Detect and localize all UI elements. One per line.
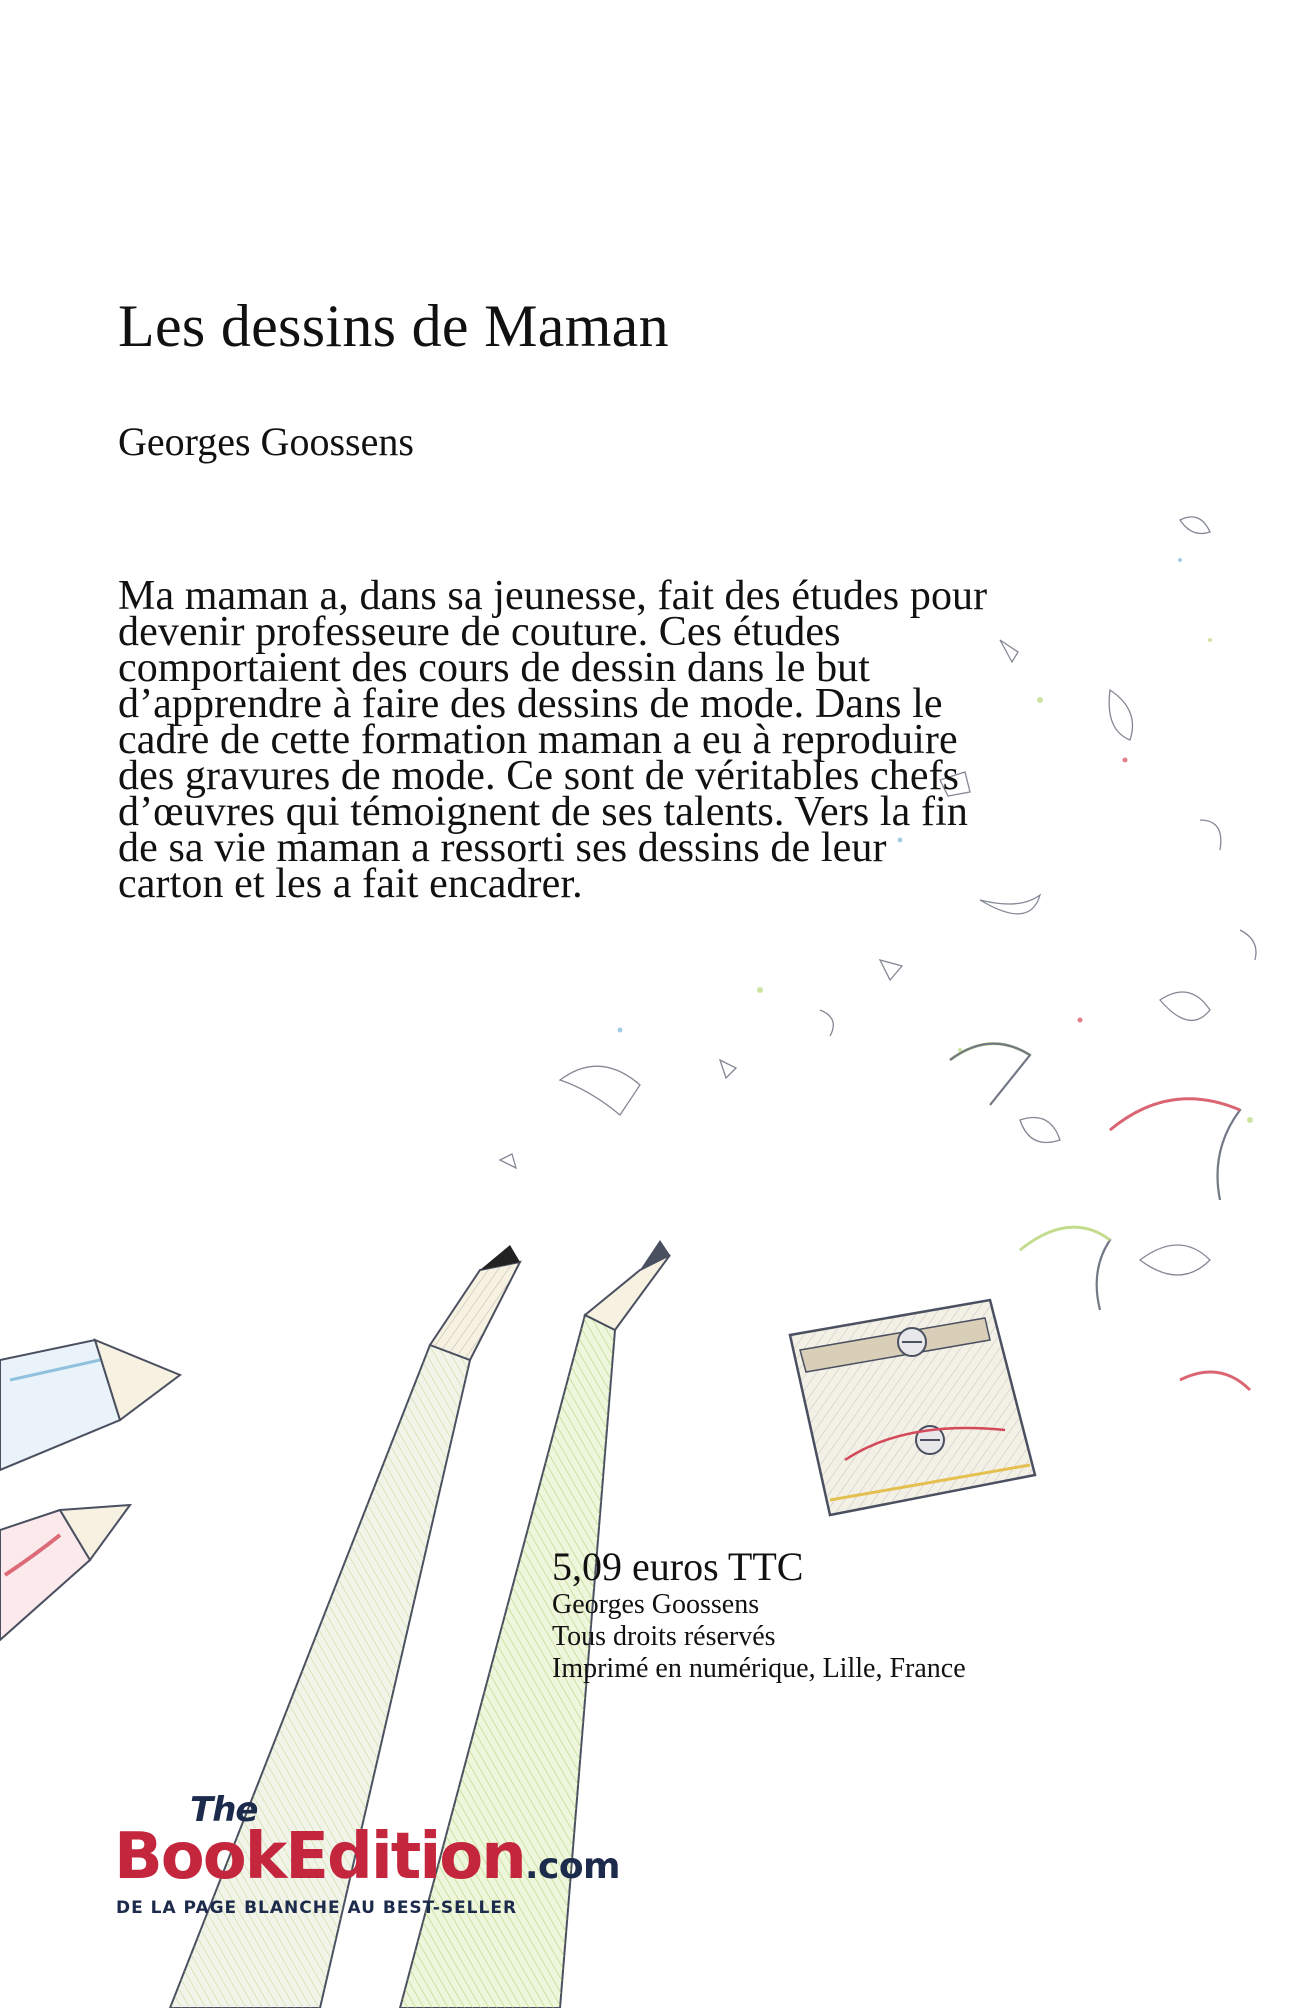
red-pencil-sketch <box>0 1505 130 1640</box>
sharpener-sketch <box>790 1300 1035 1515</box>
logo-domain: .com <box>524 1846 621 1887</box>
logo-wordmark <box>114 1820 620 1894</box>
book-summary: Ma maman a, dans sa jeunesse, fait des études pour devenir professeure de couture. Ces études comportaient des cours de dessin dans le but d’apprendre à faire des dessins de mode. Dans le cadre de cette formation maman a eu à reproduire des gravures de mode. Ce sont de véritables chefs d’œuvres qui témoignent de ses talents. Vers la fin de sa vie maman a ressorti ses dessins de leur carton et les a fait encadrer. <box>118 573 988 907</box>
logo-the: The <box>190 1790 258 1830</box>
book-author: Georges Goossens <box>118 419 414 464</box>
logo-tagline: DE LA PAGE BLANCHE AU BEST-SELLER <box>116 1898 518 1918</box>
logo-name: BookEdition <box>114 1820 525 1894</box>
blue-pencil-sketch <box>0 1340 180 1470</box>
publisher-logo <box>112 1790 712 1940</box>
imprint-printed: Imprimé en numérique, Lille, France <box>552 1653 966 1684</box>
imprint-block <box>552 1545 966 1685</box>
book-title: Les dessins de Maman <box>118 293 669 359</box>
imprint-author: Georges Goossens <box>552 1589 760 1620</box>
price: 5,09 euros TTC <box>552 1544 804 1589</box>
imprint-rights: Tous droits réservés <box>552 1621 776 1652</box>
